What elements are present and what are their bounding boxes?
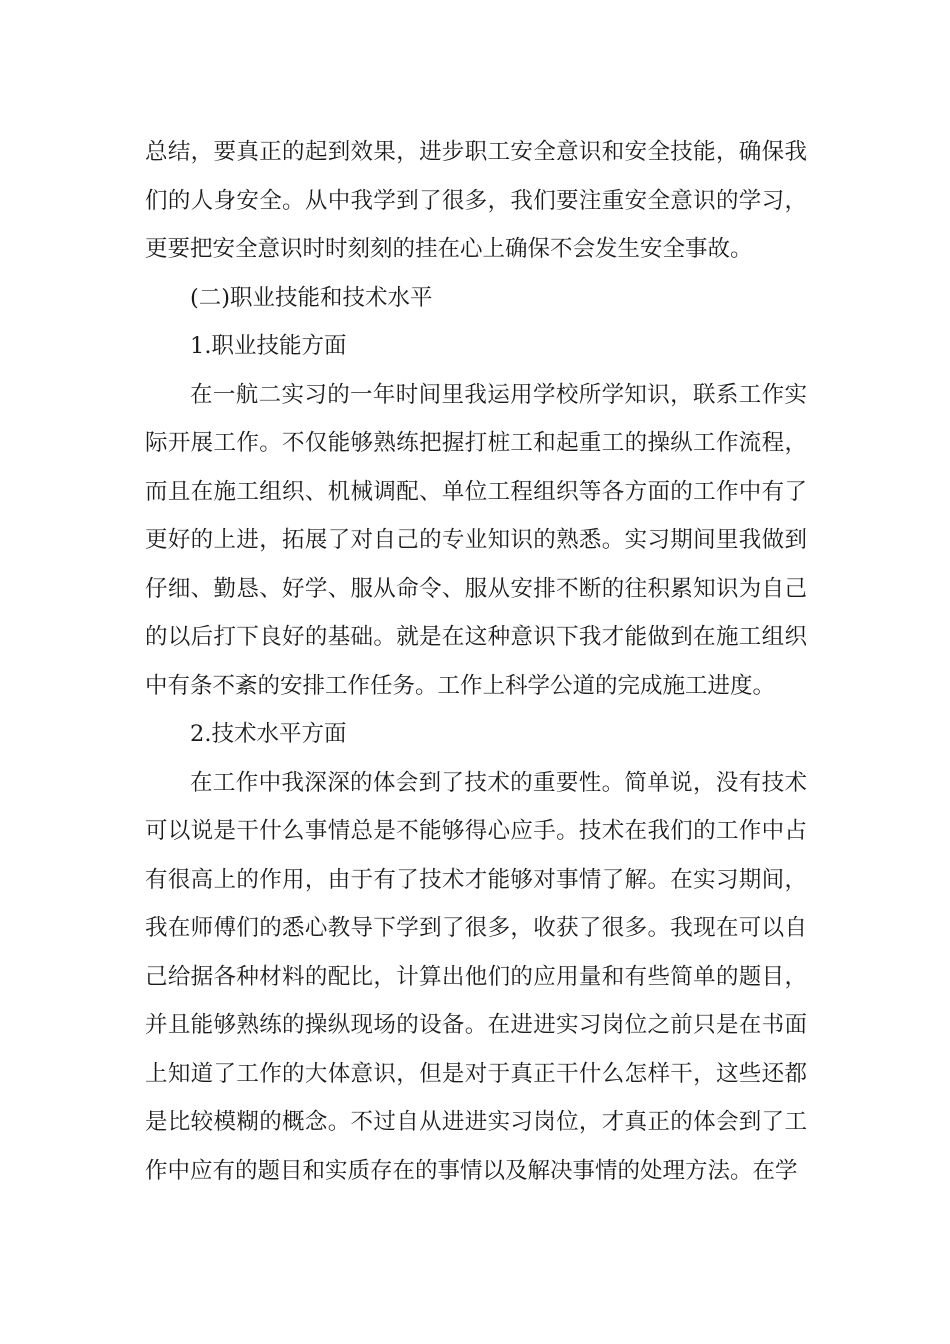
document-body (145, 128, 807, 1195)
subsection-heading-technical-level: 2.技术水平方面 (190, 721, 347, 747)
paragraph-technical-level: 在工作中我深深的体会到了技术的重要性。简单说，没有技术可以说是干什么事情总是不能够得心应手。技术在我们的工作中占有很高上的作用，由于有了技术才能够对事情了解。在实习期间，我在师傅们的悉心教导下学到了很多，收获了很多。我现在可以自己给据各种材料的配比，计算出他们的应用量和有些简单的题目，并且能够熟练的操纵现场的设备。在进进实习岗位之前只是在书面上知道了工作的大体意识，但是对于真正干什么怎样干，这些还都是比较模糊的概念。不过自从进进实习岗位，才真正的体会到了工作中应有的题目和实质存在的事情以及解决事情的处理方法。在学 (145, 769, 807, 1184)
section-heading-skills: (二)职业技能和技术水平 (190, 284, 433, 311)
subsection-heading-vocational-skills: 1.职业技能方面 (190, 333, 347, 359)
paragraph-vocational-skills: 在一航二实习的一年时间里我运用学校所学知识，联系工作实际开展工作。不仅能够熟练把握打桩工和起重工的操纵工作流程，而且在施工组织、机械调配、单位工程组织等各方面的工作中有了更好的上进，拓展了对自己的专业知识的熟悉。实习期间里我做到仔细、勤恳、好学、服从命令、服从安排不断的往积累知识为自己的以后打下良好的基础。就是在这种意识下我才能做到在施工组织中有条不紊的安排工作任务。工作上科学公道的完成施工进度。 (145, 381, 807, 699)
paragraph-safety-summary: 总结，要真正的起到效果，进步职工安全意识和安全技能，确保我们的人身安全。从中我学到了很多，我们要注重安全意识的学习，更要把安全意识时时刻刻的挂在心上确保不会发生安全事故。 (145, 139, 807, 262)
